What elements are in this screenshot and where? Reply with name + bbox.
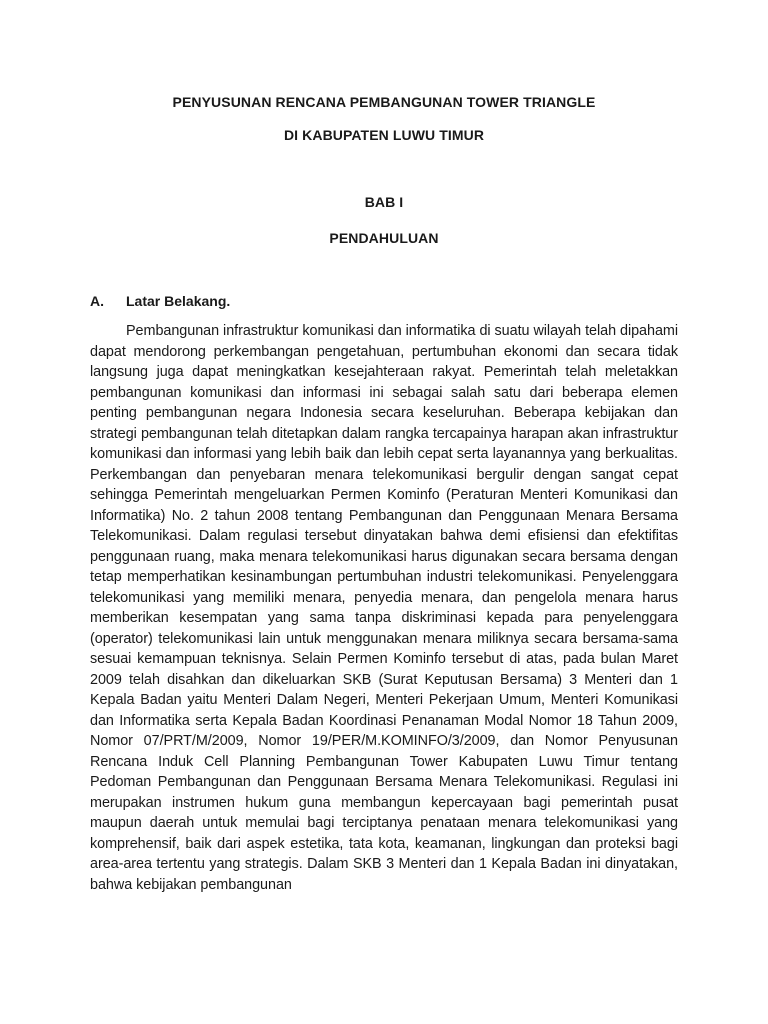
chapter-title: PENDAHULUAN <box>329 230 439 246</box>
body-paragraph: Pembangunan infrastruktur komunikasi dan informatika di suatu wilayah telah dipahami dapat mendorong perkembangan pengetahuan, pertumbuhan ekonomi dan secara tidak langsung juga dapat meningkatkan kesejahteraan rakyat. Pemerintah telah meletakkan pembangunan komunikasi dan informasi ini sebagai salah satu dari beberapa elemen penting pembangunan negara Indonesia secara keseluruhan. Beberapa kebijakan dan strategi pembangunan telah ditetapkan dalam rangka tercapainya harapan akan infrastruktur komunikasi dan informasi yang lebih baik dan lebih cepat serta layanannya yang berkualitas. Perkembangan dan penyebaran menara telekomunikasi bergulir dengan sangat cepat sehingga Pemerintah mengeluarkan Permen Kominfo (Peraturan Menteri Komunikasi dan Informatika) No. 2 tahun 2008 tentang Pembangunan dan Penggunaan Menara Bersama Telekomunikasi. Dalam regulasi tersebut dinyatakan bahwa demi efisiensi dan efektifitas penggunaan ruang, maka menara telekomunikasi harus digunakan secara bersama dengan tetap memperhatikan kesinambungan pertumbuhan industri telekomunikasi. Penyelenggara telekomunikasi yang memiliki menara, penyedia menara, dan pengelola menara harus memberikan kesempatan yang sama tanpa diskriminasi kepada para penyelenggara (operator) telekomunikasi lain untuk menggunakan menara miliknya secara bersama-sama sesuai kemampuan teknisnya. Selain Permen Kominfo tersebut di atas, pada bulan Maret 2009 telah disahkan dan dikeluarkan SKB (Surat Keputusan Bersama) 3 Menteri dan 1 Kepala Badan yaitu Menteri Dalam Negeri, Menteri Pekerjaan Umum, Menteri Komunikasi dan Informatika serta Kepala Badan Koordinasi Penanaman Modal Nomor 18 Tahun 2009, Nomor 07/PRT/M/2009, Nomor 19/PER/M.KOMINFO/3/2009, dan Nomor Penyusunan Rencana Induk Cell Planning Pembangunan Tower Kabupaten Luwu Timur tentang Pedoman Pembangunan dan Penggunaan Bersama Menara Telekomunikasi. Regulasi ini merupakan instrumen hukum guna membangun kepercayaan bagi pemerintah pusat maupun daerah untuk memulai bagi terciptanya penataan menara telekomunikasi yang komprehensif, baik dari aspek estetika, tata kota, keamanan, lingkungan dan proteksi bagi area-area tertentu yang strategis. Dalam SKB 3 Menteri dan 1 Kepala Badan ini dinyatakan, bahwa kebijakan pembangunan <box>90 323 678 893</box>
chapter-number: BAB I <box>364 194 404 210</box>
document-title-line-2: DI KABUPATEN LUWU TIMUR <box>283 127 485 143</box>
section-heading <box>90 293 230 310</box>
section-heading-text: Latar Belakang. <box>126 293 231 309</box>
section-letter: A. <box>90 293 104 309</box>
document-title-line-1: PENYUSUNAN RENCANA PEMBANGUNAN TOWER TRIANGLE <box>172 94 596 110</box>
